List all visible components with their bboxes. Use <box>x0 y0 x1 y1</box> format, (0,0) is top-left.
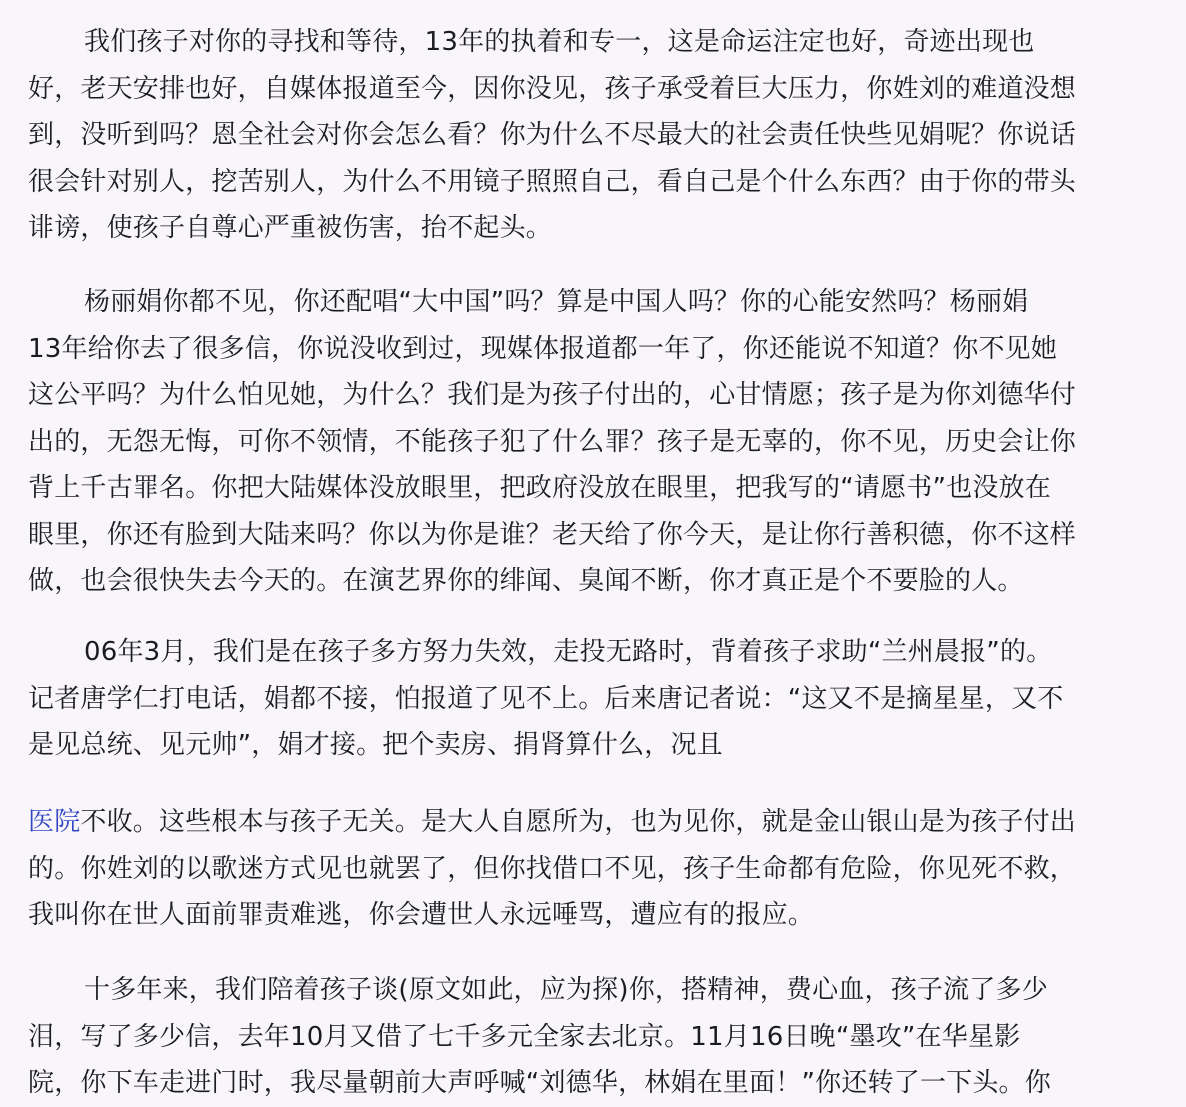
text-line: 是见总统、见元帅”，娟才接。把个卖房、捐肾算什么，况且 <box>28 730 723 760</box>
text-line: 做，也会很快失去今天的。在演艺界你的绯闻、臭闻不断，你才真正是个不要脸的人。 <box>28 566 1024 596</box>
text-line: 出的，无怨无悔，可你不领情，不能孩子犯了什么罪？孩子是无辜的，你不见，历史会让你 <box>28 426 1077 457</box>
text-line <box>28 799 1158 846</box>
text-line: 杨丽娟你都不见，你还配唱“大中国”吗？算是中国人吗？你的心能安然吗？杨丽娟 <box>84 287 1029 317</box>
text-line: 诽谤，使孩子自尊心严重被伤害，抬不起头。 <box>28 213 553 243</box>
text-line: 13年给你去了很多信，你说没收到过，现媒体报道都一年了，你还能说不知道？你不见她 <box>28 333 1058 364</box>
text-line: 院，你下车走进门时，我尽量朝前大声呼喊“刘德华，林娟在里面！”你还转了一下头。你 <box>28 1068 1051 1098</box>
paragraph-2 <box>28 279 1158 605</box>
text-line: 背上千古罪名。你把大陆媒体没放眼里，把政府没放在眼里，把我写的“请愿书”也没放在 <box>28 473 1051 503</box>
text-line: 到，没听到吗？恩全社会对你会怎么看？你为什么不尽最大的社会责任快些见娟呢？你说话 <box>28 120 1077 150</box>
paragraph-3 <box>28 629 1158 769</box>
text-line: 记者唐学仁打电话，娟都不接，怕报道了见不上。后来唐记者说：“这又不是摘星星，又不 <box>28 683 1064 714</box>
text-line: 泪，写了多少信，去年10月又借了七千多元全家去北京。11月16日晚“墨攻”在华星影 <box>28 1021 1021 1052</box>
text-line: 06年3月，我们是在孩子多方努力失效，走投无路时，背着孩子求助“兰州晨报”的。 <box>84 637 1053 667</box>
hospital-link[interactable]: 医院 <box>28 807 81 837</box>
text-line: 的。你姓刘的以歌迷方式见也就罢了，但你找借口不见，孩子生命都有危险，你见死不救， <box>28 853 1077 884</box>
text-line: 十多年来，我们陪着孩子谈(原文如此，应为探)你，搭精神，费心血，孩子流了多少 <box>84 975 1048 1005</box>
text-line: 我叫你在世人面前罪责难逃，你会遭世人永远唾骂，遭应有的报应。 <box>28 900 815 930</box>
text-span: 不收。这些根本与孩子无关。是大人自愿所为，也为见你，就是金山银山是为孩子付出 <box>80 807 1077 837</box>
text-line: 我们孩子对你的寻找和等待，13年的执着和专一，这是命运注定也好，奇迹出现也 <box>84 27 1035 57</box>
text-line: 这公平吗？为什么怕见她，为什么？我们是为孩子付出的，心甘情愿；孩子是为你刘德华付 <box>28 380 1077 410</box>
text-line: 很会针对别人，挖苦别人，为什么不用镜子照照自己，看自己是个什么东西？由于你的带头 <box>28 166 1077 197</box>
paragraph-1 <box>28 19 1158 252</box>
text-line: 好，老天安排也好，自媒体报道至今，因你没见，孩子承受着巨大压力，你姓刘的难道没想 <box>28 73 1077 104</box>
paragraph-4 <box>28 799 1158 939</box>
text-line: 眼里，你还有脸到大陆来吗？你以为你是谁？老天给了你今天，是让你行善积德，你不这样 <box>28 519 1077 550</box>
paragraph-5 <box>28 967 1158 1107</box>
